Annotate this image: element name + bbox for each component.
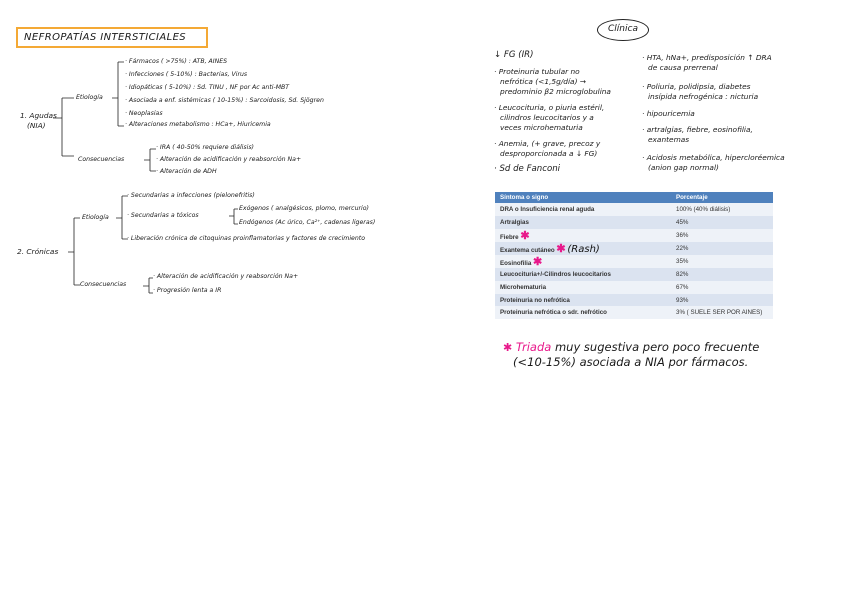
- triada-note-line2: (<10-15%) asociada a NIA por fármacos.: [513, 355, 749, 369]
- table-row: [495, 203, 773, 216]
- list-item: · Poliuria, polidipsia, diabetes: [642, 82, 751, 91]
- table-row: [495, 216, 773, 229]
- table-cell-sign-wrap: [495, 242, 671, 255]
- list-item-line: de causa prerrenal: [648, 63, 718, 72]
- table-row: [495, 294, 773, 307]
- list-item: · Alteración de ADH: [156, 168, 217, 175]
- table-row: [495, 242, 773, 255]
- asterisk-icon: ✱: [556, 242, 566, 255]
- table-cell-sign: Artralgias: [495, 216, 671, 229]
- table-cell-pct: 100% (40% diálisis): [671, 203, 773, 216]
- agudas-sublabel: (NIA): [27, 121, 46, 130]
- triada-note: [503, 340, 759, 354]
- list-item: · Idiopáticas ( 5-10%) : Sd. TINU , NF por Ac anti-MBT: [125, 84, 290, 91]
- list-item: · Proteinuria tubular no: [494, 67, 580, 76]
- clinica-title: Clínica: [597, 19, 649, 41]
- list-item-line: veces microhematuria: [500, 123, 583, 132]
- list-item: · Progresión lenta a IR: [153, 287, 222, 294]
- cronicas-endogenos: Endógenos (Ac úrico, Ca²⁺, cadenas ligeras): [239, 219, 376, 226]
- table-header-percentage: Porcentaje: [671, 192, 773, 203]
- list-item: · hipouricemia: [642, 109, 695, 118]
- page-title: NEFROPATÍAS INTERSTICIALES: [16, 27, 208, 48]
- list-item: · Alteración de acidificación y reabsorción Na+: [156, 156, 302, 163]
- list-item-line: exantemas: [648, 135, 690, 144]
- symptom-table: [495, 192, 773, 319]
- agudas-consecuencias-label: Consecuencias: [78, 156, 125, 163]
- list-item: · Asociada a enf. sistémicas ( 10-15%) : Sarcoidosis, Sd. Sjögren: [125, 97, 324, 104]
- list-item-line: insípida nefrogénica : nicturia: [648, 92, 759, 101]
- triada-word: Triada: [515, 340, 552, 354]
- rash-note: (Rash): [567, 243, 600, 255]
- list-item-line: predominio β2 microglobulina: [500, 87, 611, 96]
- list-item: · HTA, hNa+, predisposición ↑ DRA: [642, 53, 772, 62]
- table-row: [495, 229, 773, 242]
- table-cell-pct: 36%: [671, 229, 773, 242]
- asterisk-icon: ✱: [533, 255, 543, 268]
- cronicas-exogenos: Exógenos ( analgésicos, plomo, mercurio): [239, 205, 369, 212]
- table-header-sign: Síntoma o signo: [495, 192, 671, 203]
- table-row: [495, 281, 773, 294]
- list-item: · artralgias, fiebre, eosinofilia,: [642, 125, 753, 134]
- table-cell-sign: Proteinuria nefrótica o sdr. nefrótico: [495, 306, 671, 319]
- asterisk-icon: ✱: [503, 341, 513, 354]
- list-item: · IRA ( 40-50% requiere diálisis): [156, 144, 254, 151]
- list-item-line: nefrótica (<1,5g/día) →: [500, 77, 586, 86]
- list-item: · Acidosis metabólica, hipercloréemica: [642, 153, 785, 162]
- cronicas-infecciones: · Secundarias a infecciones (pielonefritis): [127, 192, 255, 199]
- list-item: · Infecciones ( 5-10%) : Bacterias, Virus: [125, 71, 248, 78]
- table-cell-sign: Microhematuria: [495, 281, 671, 294]
- list-item-line: (anion gap normal): [648, 163, 719, 172]
- table-cell-pct: 45%: [671, 216, 773, 229]
- table-cell-sign-wrap: [495, 229, 671, 242]
- list-item: · Fármacos ( >75%) : ATB, AINES: [125, 58, 228, 65]
- list-item: · Anemia, (+ grave, precoz y: [494, 139, 601, 148]
- table-cell-sign: Fiebre: [500, 233, 519, 241]
- table-cell-sign: DRA o Insuficiencia renal aguda: [495, 203, 671, 216]
- table-cell-pct: 35%: [671, 255, 773, 268]
- list-item-line: desproporcionada a ↓ FG): [500, 149, 598, 158]
- triada-text: muy sugestiva pero poco frecuente: [554, 340, 760, 354]
- list-item: · Sd de Fanconi: [494, 164, 561, 174]
- table-header-row: [495, 192, 773, 203]
- table-row: [495, 268, 773, 281]
- table-cell-pct: 93%: [671, 294, 773, 307]
- cronicas-etiologia-label: Etiología: [82, 214, 109, 221]
- table-cell-pct: 82%: [671, 268, 773, 281]
- table-row: [495, 255, 773, 268]
- table-cell-sign: Proteinuria no nefrótica: [495, 294, 671, 307]
- list-item: · Alteraciones metabolismo : HCa+, Hiuricemia: [125, 121, 271, 128]
- list-item: · Leucocituria, o piuria estéril,: [494, 103, 605, 112]
- list-item: · Alteración de acidificación y reabsorción Na+: [153, 273, 299, 280]
- table-cell-sign: Eosinofilia: [500, 259, 532, 267]
- table-cell-pct: 67%: [671, 281, 773, 294]
- cronicas-label: 2. Crónicas: [17, 247, 59, 256]
- agudas-etiologia-label: Etiología: [76, 94, 103, 101]
- agudas-label: 1. Agudas: [20, 111, 57, 120]
- list-item: · Neoplasias: [125, 110, 163, 117]
- table-cell-sign: Exantema cutáneo: [500, 246, 555, 254]
- table-cell-sign: Leucocituria+/-Cilindros leucocitarios: [495, 268, 671, 281]
- table-cell-pct: 3% ( SUELE SER POR AINES): [671, 306, 773, 319]
- cronicas-toxicos: · Secundarias a tóxicos: [127, 212, 199, 219]
- table-cell-pct: 22%: [671, 242, 773, 255]
- cronicas-liberacion: · Liberación crónica de citoquinas proinflamatorias y factores de crecimiento: [127, 235, 365, 242]
- table-cell-sign-wrap: [495, 255, 671, 268]
- list-item: ↓ FG (IR): [494, 50, 534, 60]
- list-item-line: cilindros leucocitarios y a: [500, 113, 594, 122]
- asterisk-icon: ✱: [520, 229, 530, 242]
- cronicas-consecuencias-label: Consecuencias: [80, 281, 127, 288]
- table-row: [495, 306, 773, 319]
